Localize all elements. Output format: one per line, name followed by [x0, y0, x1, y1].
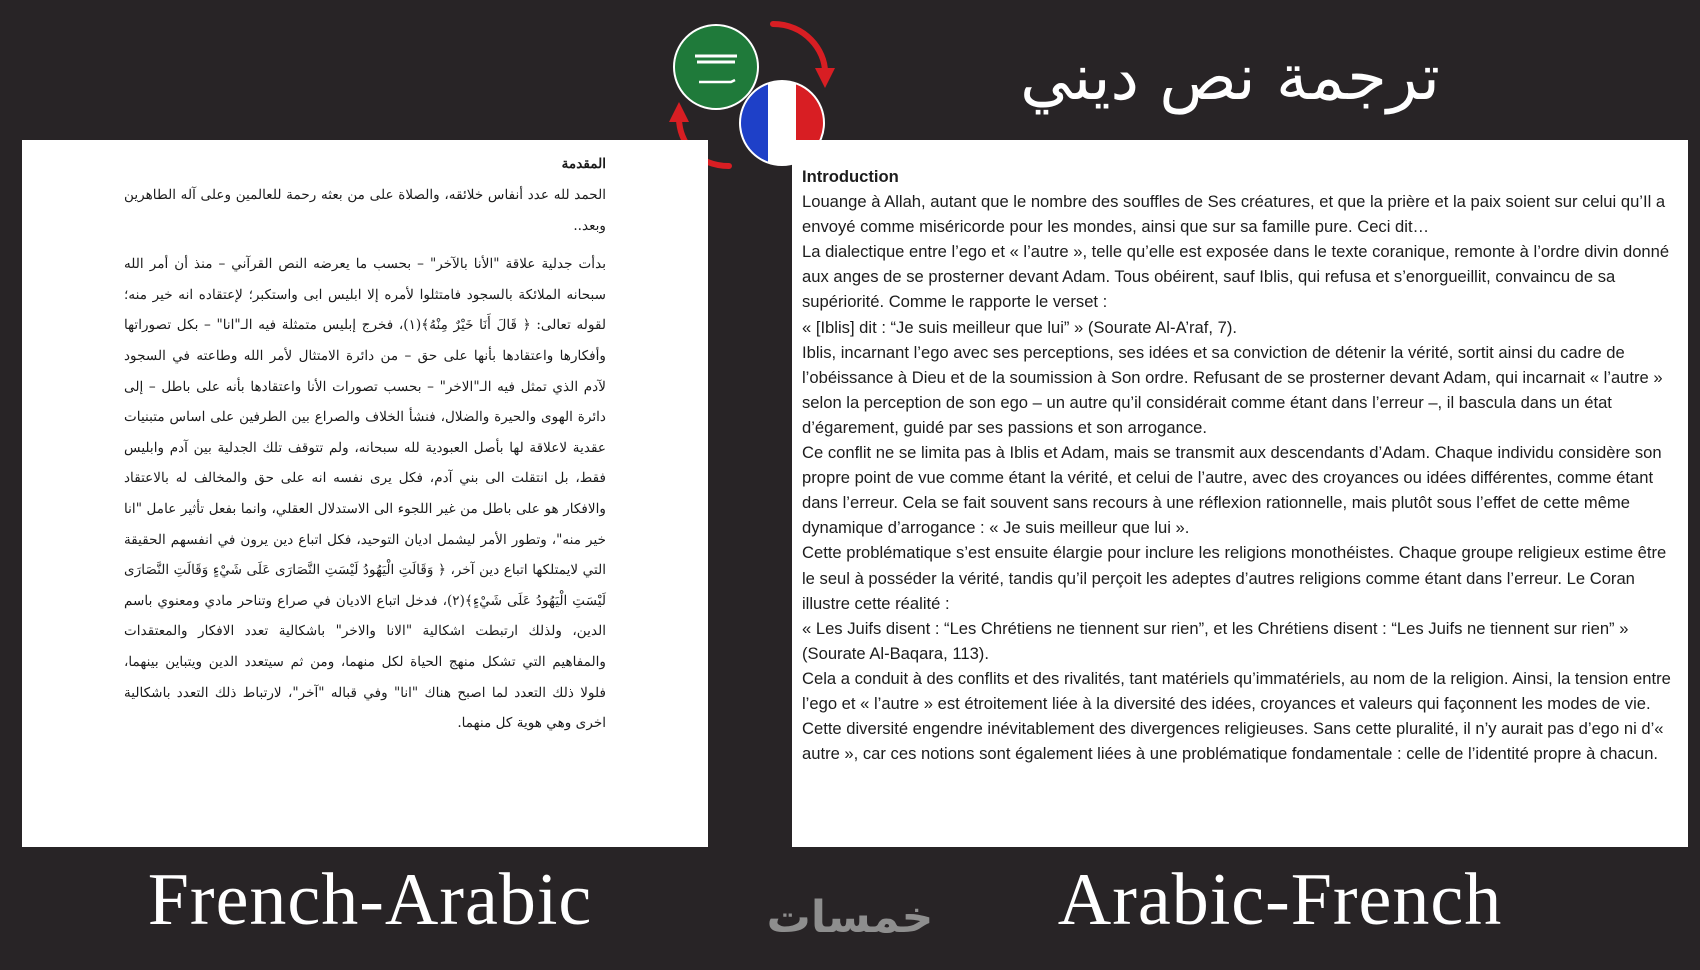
french-paragraph: Ce conflit ne se limita pas à Iblis et Adam, mais se transmit aux descendants d’Adam. Chaque individu considère son propre point de vue comme étant la vérité, et celui de l’autre, avec des croyances ou idées différentes, comme étant dans l’erreur. Cela se fait souvent sans recours à une réflexion rationnelle, mais plutôt sous l’effet de cette même dynamique d’arrogance : « Je suis meilleur que lui ». [802, 443, 1662, 538]
saudi-flag-icon [674, 25, 758, 109]
arabic-document [22, 140, 708, 847]
arrow-head-icon [815, 68, 835, 88]
french-doc-title: Introduction [802, 167, 899, 186]
french-document [792, 140, 1688, 847]
khamsat-logo: خمسات [766, 892, 934, 943]
french-paragraph: Cela a conduit à des conflits et des rivalités, tant matériels qu’immatériels, au nom de la religion. Ainsi, la tension entre l’ego et « l’autre » est étroitement liée à la diversité des idées, croyances et valeurs qui façonnent les modes de vie. Cette diversité engendre inévitablement des divergences religieuses. Sans cette pluralité, il n’y aurait pas d’ego ni d’« autre », car ces notions sont également liées à une problématique fondamentale : celle de l’identité propre à chacun. [802, 668, 1671, 764]
arabic-paragraph: الحمد لله عدد أنفاس خلائقه، والصلاة على من بعثه رحمة للعالمين وعلى آله الطاهرين وبعد.. [124, 187, 606, 234]
arrow-head-icon [669, 102, 689, 122]
arabic-paragraph: بدأت جدلية علاقة "الأنا بالآخر" – بحسب ما يعرضه النص القرآني – منذ أن أمر الله سبحانه الملائكة بالسجود فامتثلوا لأمره إلا ابليس ابى واستكبر؛ لإعتقاده انه خير منه؛ لقوله تعالى: ﴿ قَالَ أَنَا خَيْرٌ مِنْهُ﴾(١)، فخرج إبليس متمثلة فيه الـ"انا" – بكل تصوراتها وأفكارها واعتقادها بأنها على حق – من دائرة الامتثال لأمر الله وطاعته في السجود لآدم الذي تمثل فيه الـ"الاخر" – بحسب تصورات الأنا واعتقادها بأنه على باطل – إلى دائرة الهوى والحيرة والضلال، فنشأ الخلاف والصراع بين الطرفين على اساس متبنيات عقدية لاعلاقة لها بأصل العبودية لله سبحانه، ولم تتوقف تلك الجدلية بين آدم وابليس فقط، بل انتقلت الى بني آدم، فكل يرى نفسه انه على حق والمخالف له بالاعتقاد والافكار هو على باطل من غير اللجوء الى الاستدلال العقلي، وانما بفعل تأثير عامل "انا خير منه"، وتطور الأمر ليشمل اديان التوحيد، فكل اتباع دين يرون في انفسهم الحقيقة التي لايمتلكها اتباع دين آخر، ﴿ وَقَالَتِ الْيَهُودُ لَيْسَتِ النَّصَارَى عَلَى شَيْءٍ وَقَالَتِ النَّصَارَى لَيْسَتِ الْيَهُودُ عَلَى شَيْءٍ﴾(٢)، فدخل اتباع الاديان في صراع وتناحر مادي ومعنوي باسم الدين، ولذلك ارتبطت اشكالية "الانا والاخر" باشكالية تعدد الافكار والمعتقدات والمفاهيم التي تشكل منهج الحياة لكل منهما، ومن ثم سيتعدد الدين ويتباين بينهما، فلولا ذلك التعدد لما اصبح هناك "انا" وفي قباله "آخر"، لارتباط ذلك التعدد باشكالية اخرى وهي هوية كل منهما. [124, 256, 606, 732]
arabic-doc-title: المقدمة [561, 156, 606, 172]
french-paragraph: « [Iblis] dit : “Je suis meilleur que lui” » (Sourate Al-A’raf, 7). [802, 317, 1237, 337]
french-paragraph: « Les Juifs disent : “Les Chrétiens ne tiennent sur rien”, et les Chrétiens disent : “Les Juifs ne tiennent sur rien” » (Sourate Al-Baqara, 113). [802, 618, 1629, 663]
french-paragraph: La dialectique entre l’ego et « l’autre », telle qu’elle est exposée dans le texte coranique, remonte à l’ordre divin donné aux anges de se prosterner devant Adam. Tous obéirent, sauf Iblis, qui refusa et s’enorgueillit, convaincu de sa supériorité. Comme le rapporte le verset : [802, 242, 1670, 312]
french-paragraph: Cette problématique s’est ensuite élargie pour inclure les religions monothéistes. Chaque groupe religieux estime être le seul à posséder la vérité, tandis qu’il perçoit les adeptes d’autres religions comme étant dans l’erreur. Le Coran illustre cette réalité : [802, 543, 1667, 613]
french-paragraph: Louange à Allah, autant que le nombre des souffles de Ses créatures, et que la prière et la paix soient sur celui qu’Il a envoyé comme miséricorde pour les mondes, ainsi que sur sa famille pure. Ceci dit… [802, 192, 1666, 237]
label-arabic-french: Arabic-French [1057, 859, 1503, 941]
french-paragraph: Iblis, incarnant l’ego avec ses perceptions, ses idées et sa conviction de détenir la vérité, sortit ainsi du cadre de l’obéissance à Dieu et de la soumission à Son ordre. Refusant de se prosterner devant Adam, qui incarnait « l’autre » selon la perception de son ego – un autre qu’il considérait comme étant dans l’erreur –, il bascula dans un état d’égarement, guidé par ses passions et son arrogance. [802, 342, 1663, 437]
label-french-arabic: French-Arabic [147, 859, 593, 941]
page-title: ترجمة نص ديني [1020, 41, 1440, 115]
